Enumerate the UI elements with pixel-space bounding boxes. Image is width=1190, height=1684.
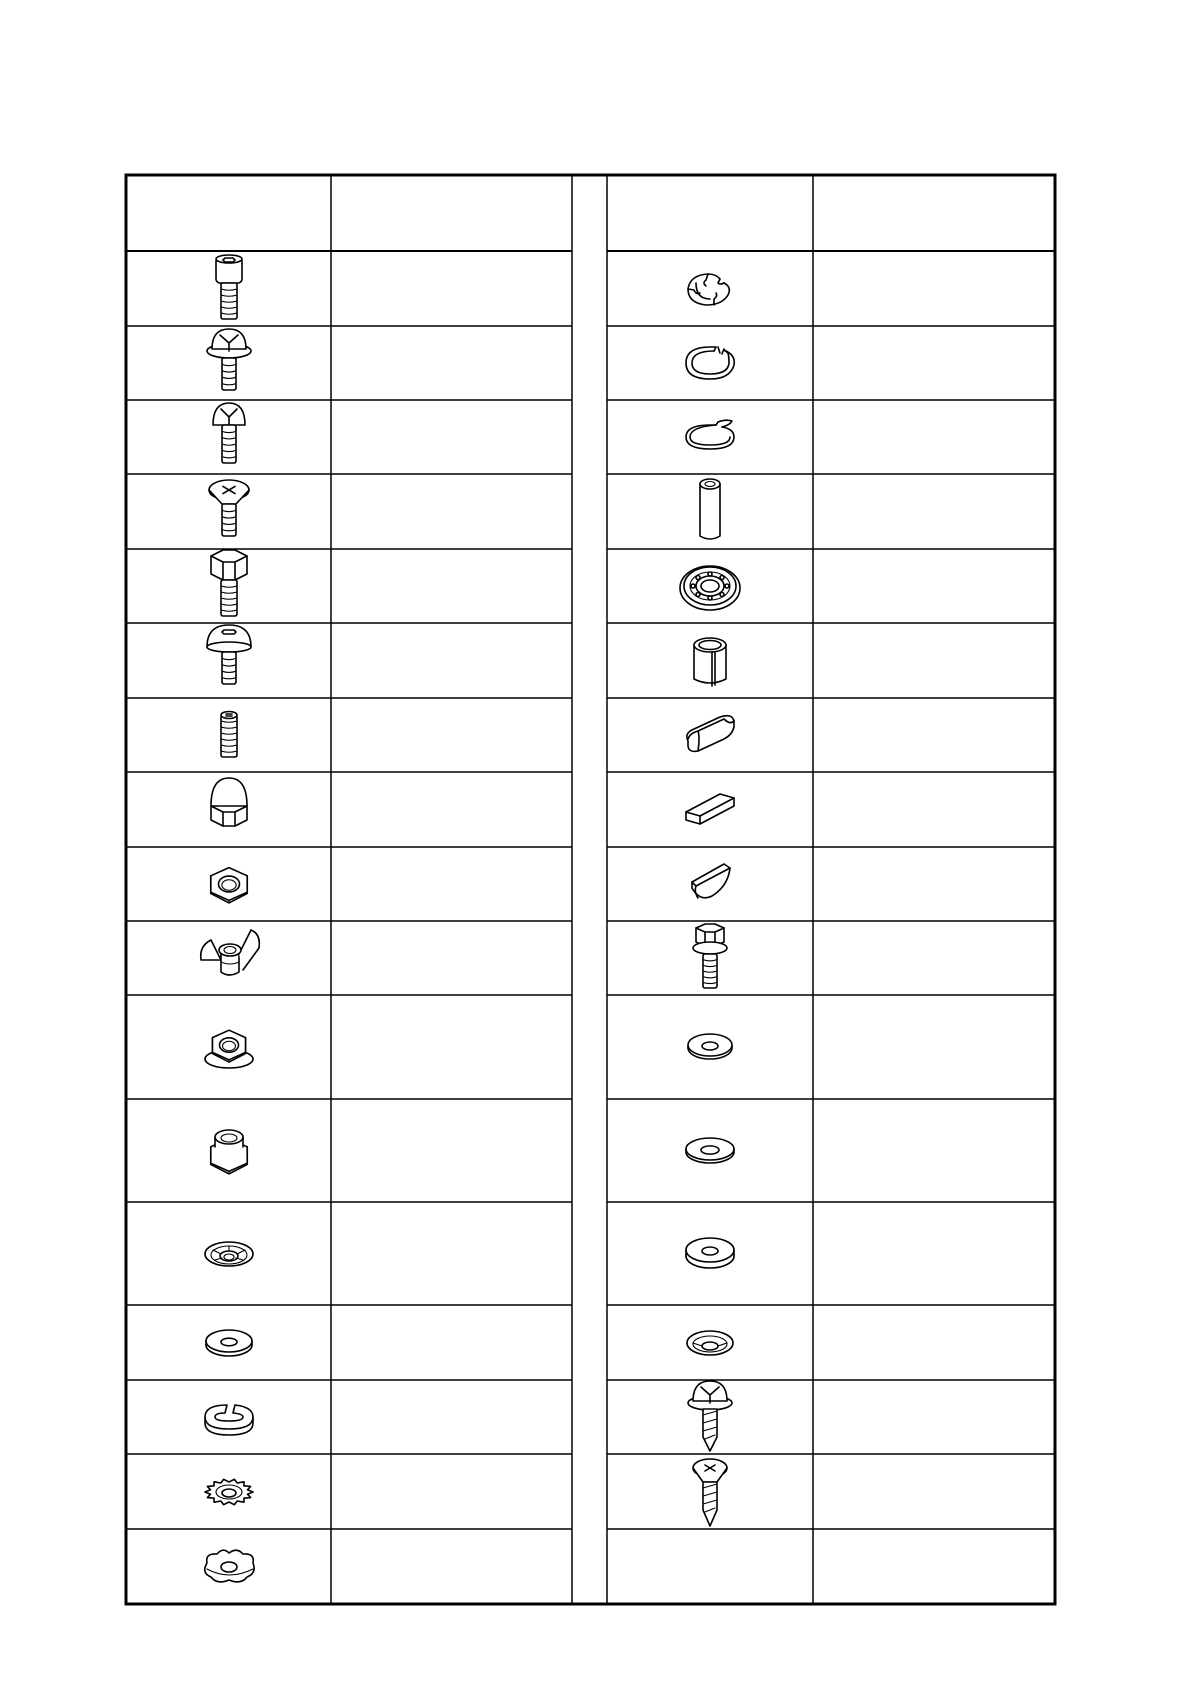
left-symbol-cell — [126, 549, 331, 623]
phillips-pan-head-screw-with-washer-icon — [189, 323, 269, 403]
left-symbol-cell — [126, 623, 331, 698]
right-symbol-cell — [607, 1380, 813, 1454]
phillips-tapping-screw-with-washer-icon — [670, 1377, 750, 1457]
left-symbol-cell — [126, 1380, 331, 1454]
wave-washer-icon — [189, 1527, 269, 1607]
countersunk-washer-icon — [670, 1303, 750, 1383]
wing-nut-icon — [189, 918, 269, 998]
right-symbol-cell — [607, 772, 813, 847]
right-symbol-cell — [607, 474, 813, 549]
right-symbol-cell — [607, 1529, 813, 1604]
external-tooth-lock-washer-icon — [189, 1452, 269, 1532]
dowel-pin-icon — [670, 472, 750, 552]
flat-washer-thin-icon — [670, 1111, 750, 1191]
hex-socket-set-screw-icon — [189, 695, 269, 775]
left-symbol-cell — [126, 1454, 331, 1529]
right-symbol-cell — [607, 251, 813, 326]
left-symbol-cell — [126, 847, 331, 921]
split-lock-washer-icon — [189, 1377, 269, 1457]
flat-washer-large-icon — [670, 1007, 750, 1087]
left-symbol-cell — [126, 995, 331, 1099]
hex-bolt-icon — [189, 546, 269, 626]
e-ring-icon — [670, 249, 750, 329]
right-symbol-cell — [607, 1305, 813, 1380]
woodruff-key-icon — [670, 844, 750, 924]
phillips-pan-head-screw-icon — [189, 397, 269, 477]
left-symbol-cell — [126, 326, 331, 400]
right-symbol-cell — [607, 1202, 813, 1305]
hex-socket-cap-bolt-icon — [189, 249, 269, 329]
round-end-key-icon — [670, 695, 750, 775]
right-symbol-cell — [607, 1454, 813, 1529]
left-symbol-cell — [126, 1202, 331, 1305]
right-symbol-cell — [607, 326, 813, 400]
left-symbol-cell — [126, 1529, 331, 1604]
right-symbol-cell — [607, 995, 813, 1099]
hex-socket-button-head-bolt-icon — [189, 621, 269, 701]
hex-nut-icon — [189, 844, 269, 924]
left-symbol-cell — [126, 1305, 331, 1380]
ball-bearing-icon — [670, 546, 750, 626]
internal-snap-ring-icon — [670, 323, 750, 403]
left-symbol-cell — [126, 400, 331, 474]
left-symbol-cell — [126, 251, 331, 326]
left-symbol-cell — [126, 474, 331, 549]
bushing-icon — [670, 621, 750, 701]
left-symbol-cell — [126, 698, 331, 772]
self-locking-nut-icon — [189, 1111, 269, 1191]
right-symbol-cell — [607, 847, 813, 921]
phillips-flat-tapping-screw-icon — [670, 1452, 750, 1532]
left-symbol-cell — [126, 772, 331, 847]
right-symbol-cell — [607, 400, 813, 474]
thick-washer-icon — [670, 1214, 750, 1294]
right-symbol-cell — [607, 698, 813, 772]
right-symbol-cell — [607, 1099, 813, 1202]
right-symbol-cell — [607, 549, 813, 623]
external-snap-ring-icon — [670, 397, 750, 477]
phillips-flat-head-screw-icon — [189, 472, 269, 552]
square-end-key-icon — [670, 770, 750, 850]
left-symbol-cell — [126, 1099, 331, 1202]
right-symbol-cell — [607, 921, 813, 995]
left-symbol-cell — [126, 921, 331, 995]
right-symbol-cell — [607, 623, 813, 698]
flat-washer-icon — [189, 1303, 269, 1383]
conical-spring-washer-icon — [189, 1214, 269, 1294]
flange-nut-icon — [189, 1007, 269, 1087]
flange-bolt-icon — [670, 918, 750, 998]
acorn-cap-nut-icon — [189, 770, 269, 850]
